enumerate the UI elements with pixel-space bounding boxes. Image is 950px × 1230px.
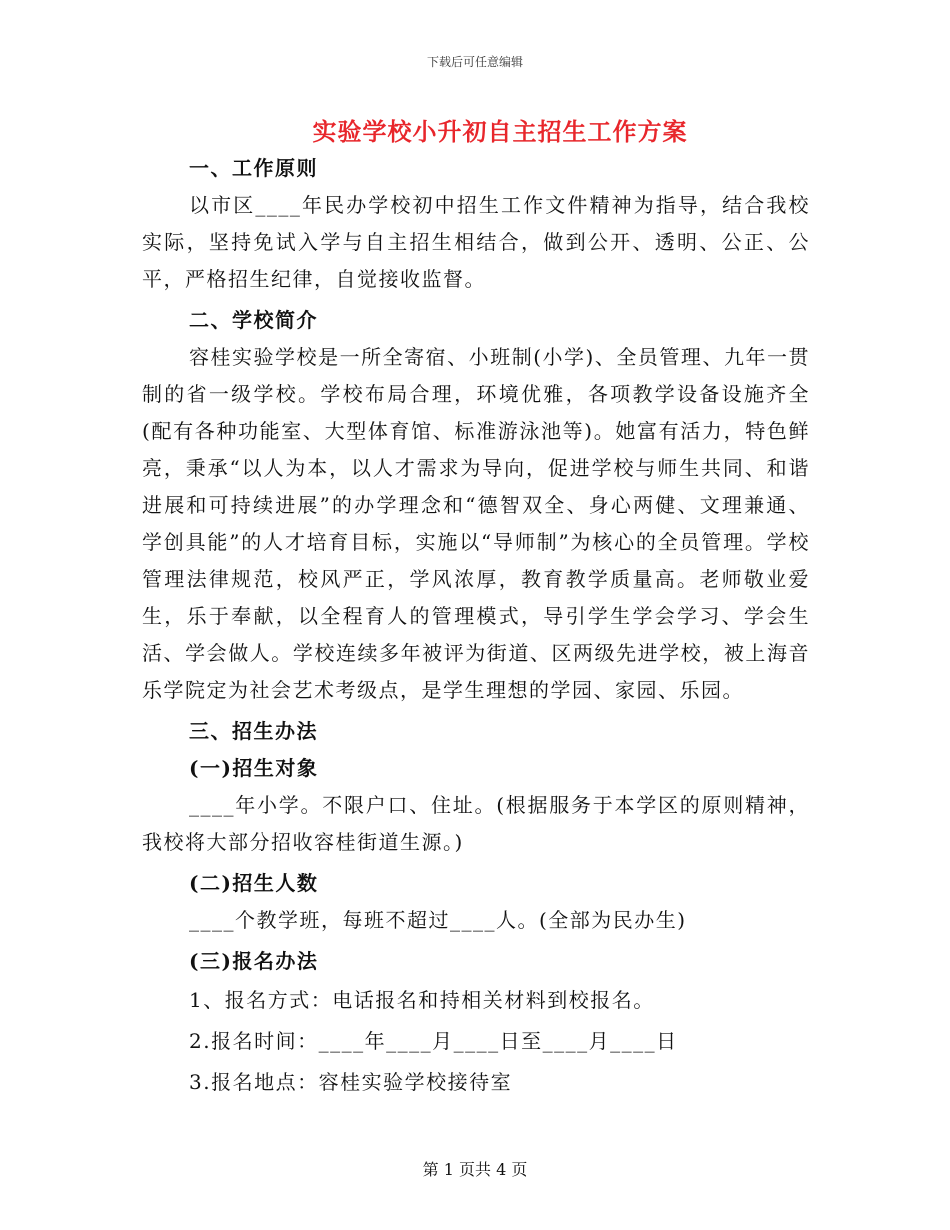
paragraph-target: ____年小学。不限户口、住址。(根据服务于本学区的原则精神，我校将大部分招收容桂街道生源。)	[142, 793, 810, 854]
page-footer: 第 1 页共 4 页	[422, 1160, 528, 1179]
document-title: 实验学校小升初自主招生工作方案	[312, 117, 688, 146]
section-heading-school-intro: 二、学校简介	[189, 308, 318, 332]
document-body	[142, 150, 810, 1105]
list-item-registration-location: 3.报名地点：容桂实验学校接待室	[189, 1070, 513, 1094]
paragraph-principles: 以市区____年民办学校初中招生工作文件精神为指导，结合我校实际，坚持免试入学与自主招生相结合，做到公开、透明、公正、公平，严格招生纪律，自觉接收监督。	[142, 193, 810, 291]
section-heading-admission-methods: 三、招生办法	[189, 719, 318, 743]
subsection-heading-target: (一)招生对象	[189, 756, 319, 780]
header-note: 下载后可任意编辑	[426, 55, 523, 69]
section-heading-principles: 一、工作原则	[189, 156, 318, 180]
subsection-heading-registration: (三)报名办法	[189, 949, 319, 973]
subsection-heading-quota: (二)招生人数	[189, 871, 319, 895]
list-item-registration-method: 1、报名方式：电话报名和持相关材料到校报名。	[189, 988, 655, 1012]
list-item-registration-time: 2.报名时间：____年____月____日至____月____日	[189, 1029, 678, 1053]
paragraph-quota: ____个教学班，每班不超过____人。(全部为民办生)	[189, 908, 687, 932]
paragraph-school-intro: 容桂实验学校是一所全寄宿、小班制(小学)、全员管理、九年一贯制的省一级学校。学校布局合理，环境优雅，各项教学设备设施齐全(配有各种功能室、大型体育馆、标准游泳池等)。她富有活力，特色鲜亮，秉承“以人为本，以人才需求为导向，促进学校与师生共同、和谐进展和可持续进展”的办学理念和“德智双全、身心两健、文理兼通、学创具能”的人才培育目标，实施以“导师制”为核心的全员管理。学校管理法律规范，校风严正，学风浓厚，教育教学质量高。老师敬业爱生，乐于奉献，以全程育人的管理模式，导引学生学会学习、学会生活、学会做人。学校连续多年被评为街道、区两级先进学校，被上海音乐学院定为社会艺术考级点，是学生理想的学园、家园、乐园。	[142, 345, 810, 702]
